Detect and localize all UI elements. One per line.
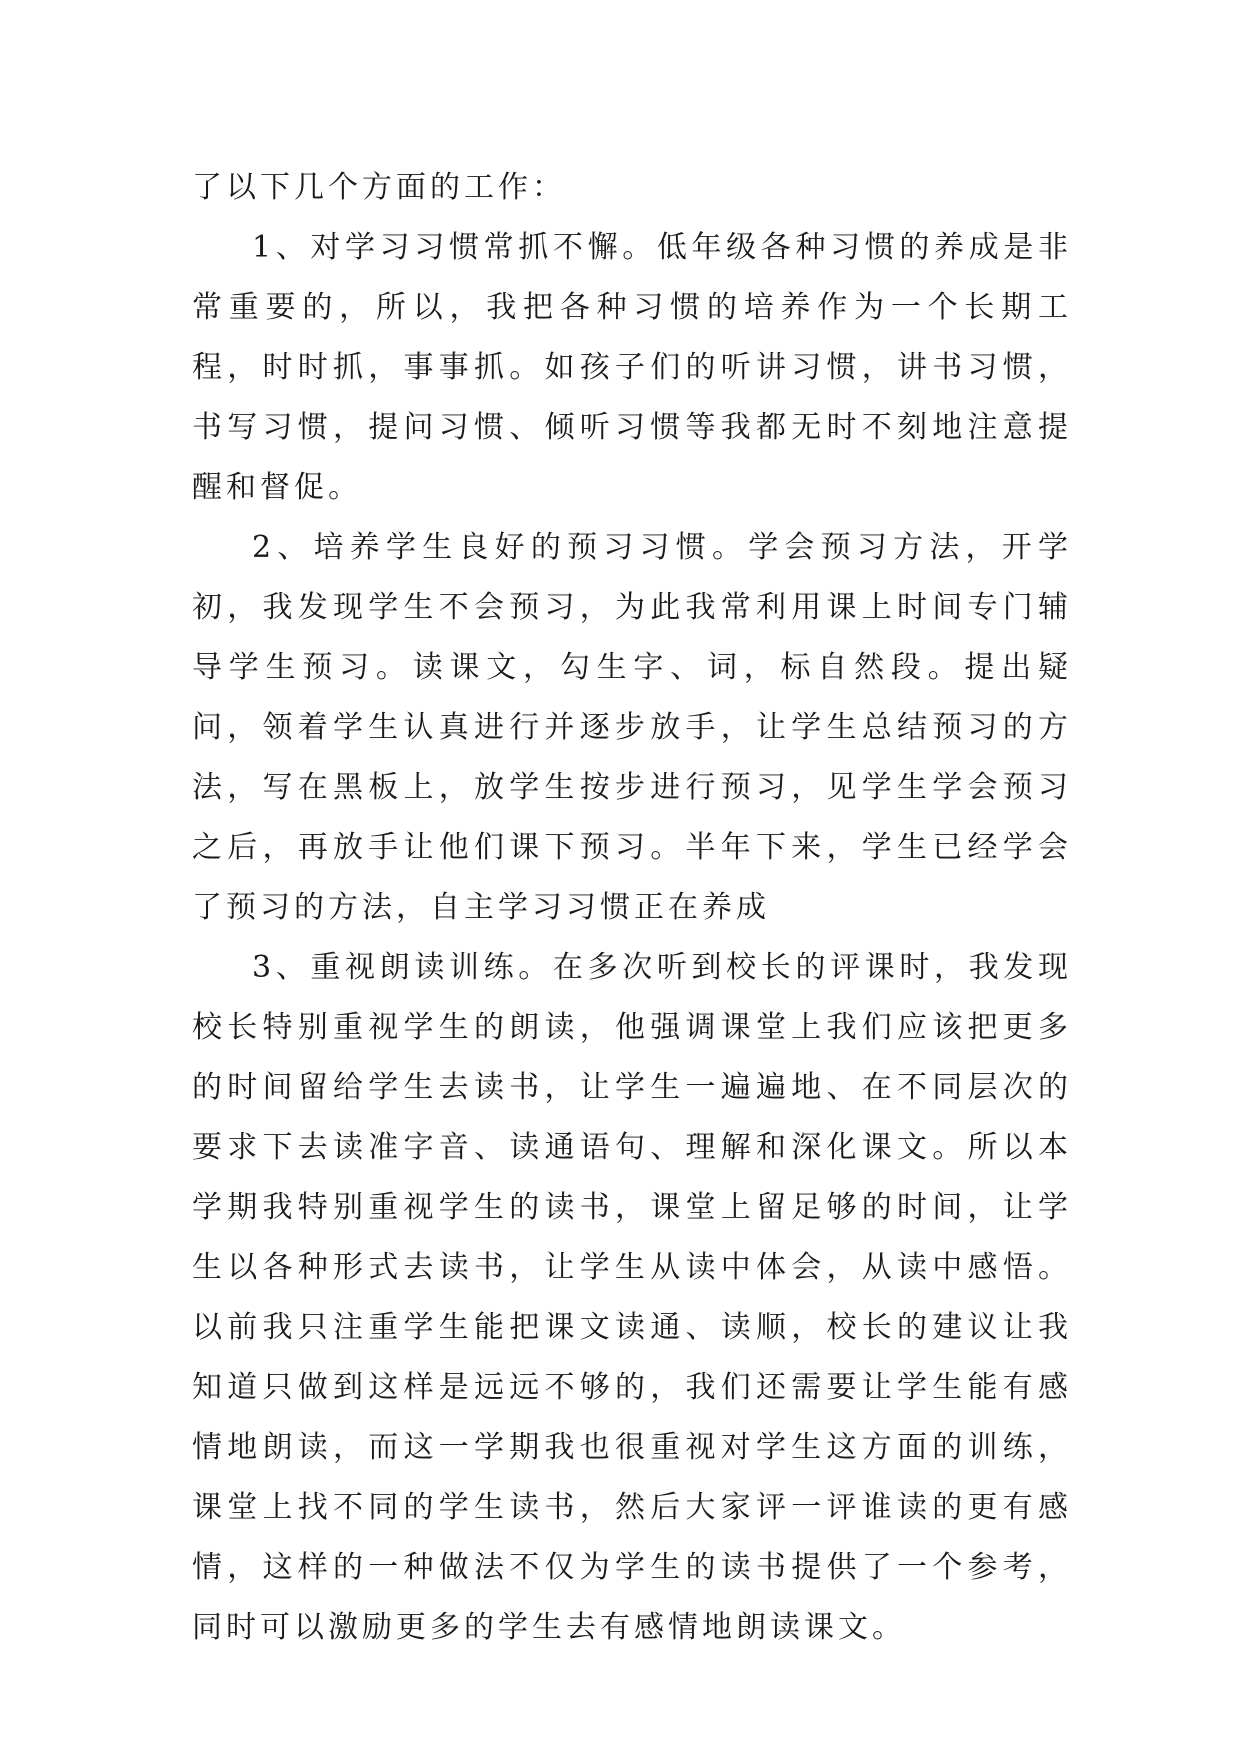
paragraph-reading: 3、重视朗读训练。在多次听到校长的评课时，我发现校长特别重视学生的朗读，他强调课堂上我们应该把更多的时间留给学生去读书，让学生一遍遍地、在不同层次的要求下去读准字音、读通语句、理解和深化课文。所以本学期我特别重视学生的读书，课堂上留足够的时间，让学生以各种形式去读书，让学生从读中体会，从读中感悟。以前我只注重学生能把课文读通、读顺，校长的建议让我知道只做到这样是远远不够的，我们还需要让学生能有感情地朗读，而这一学期我也很重视对学生这方面的训练，课堂上找不同的学生读书，然后大家评一评谁读的更有感情，这样的一种做法不仅为学生的读书提供了一个参考，同时可以激励更多的学生去有感情地朗读课文。 <box>192 950 1072 1645</box>
paragraph-habits: 1、对学习习惯常抓不懈。低年级各种习惯的养成是非常重要的，所以，我把各种习惯的培养作为一个长期工程，时时抓，事事抓。如孩子们的听讲习惯，讲书习惯，书写习惯，提问习惯、倾听习惯等我都无时不刻地注意提醒和督促。 <box>192 230 1072 505</box>
paragraph-intro: 了以下几个方面的工作： <box>192 170 566 205</box>
document-body <box>192 158 1072 1658</box>
paragraph-preview: 2、培养学生良好的预习习惯。学会预习方法，开学初，我发现学生不会预习，为此我常利用课上时间专门辅导学生预习。读课文，勾生字、词，标自然段。提出疑问，领着学生认真进行并逐步放手，让学生总结预习的方法，写在黑板上，放学生按步进行预习，见学生学会预习之后，再放手让他们课下预习。半年下来，学生已经学会了预习的方法，自主学习习惯正在养成 <box>192 530 1072 925</box>
